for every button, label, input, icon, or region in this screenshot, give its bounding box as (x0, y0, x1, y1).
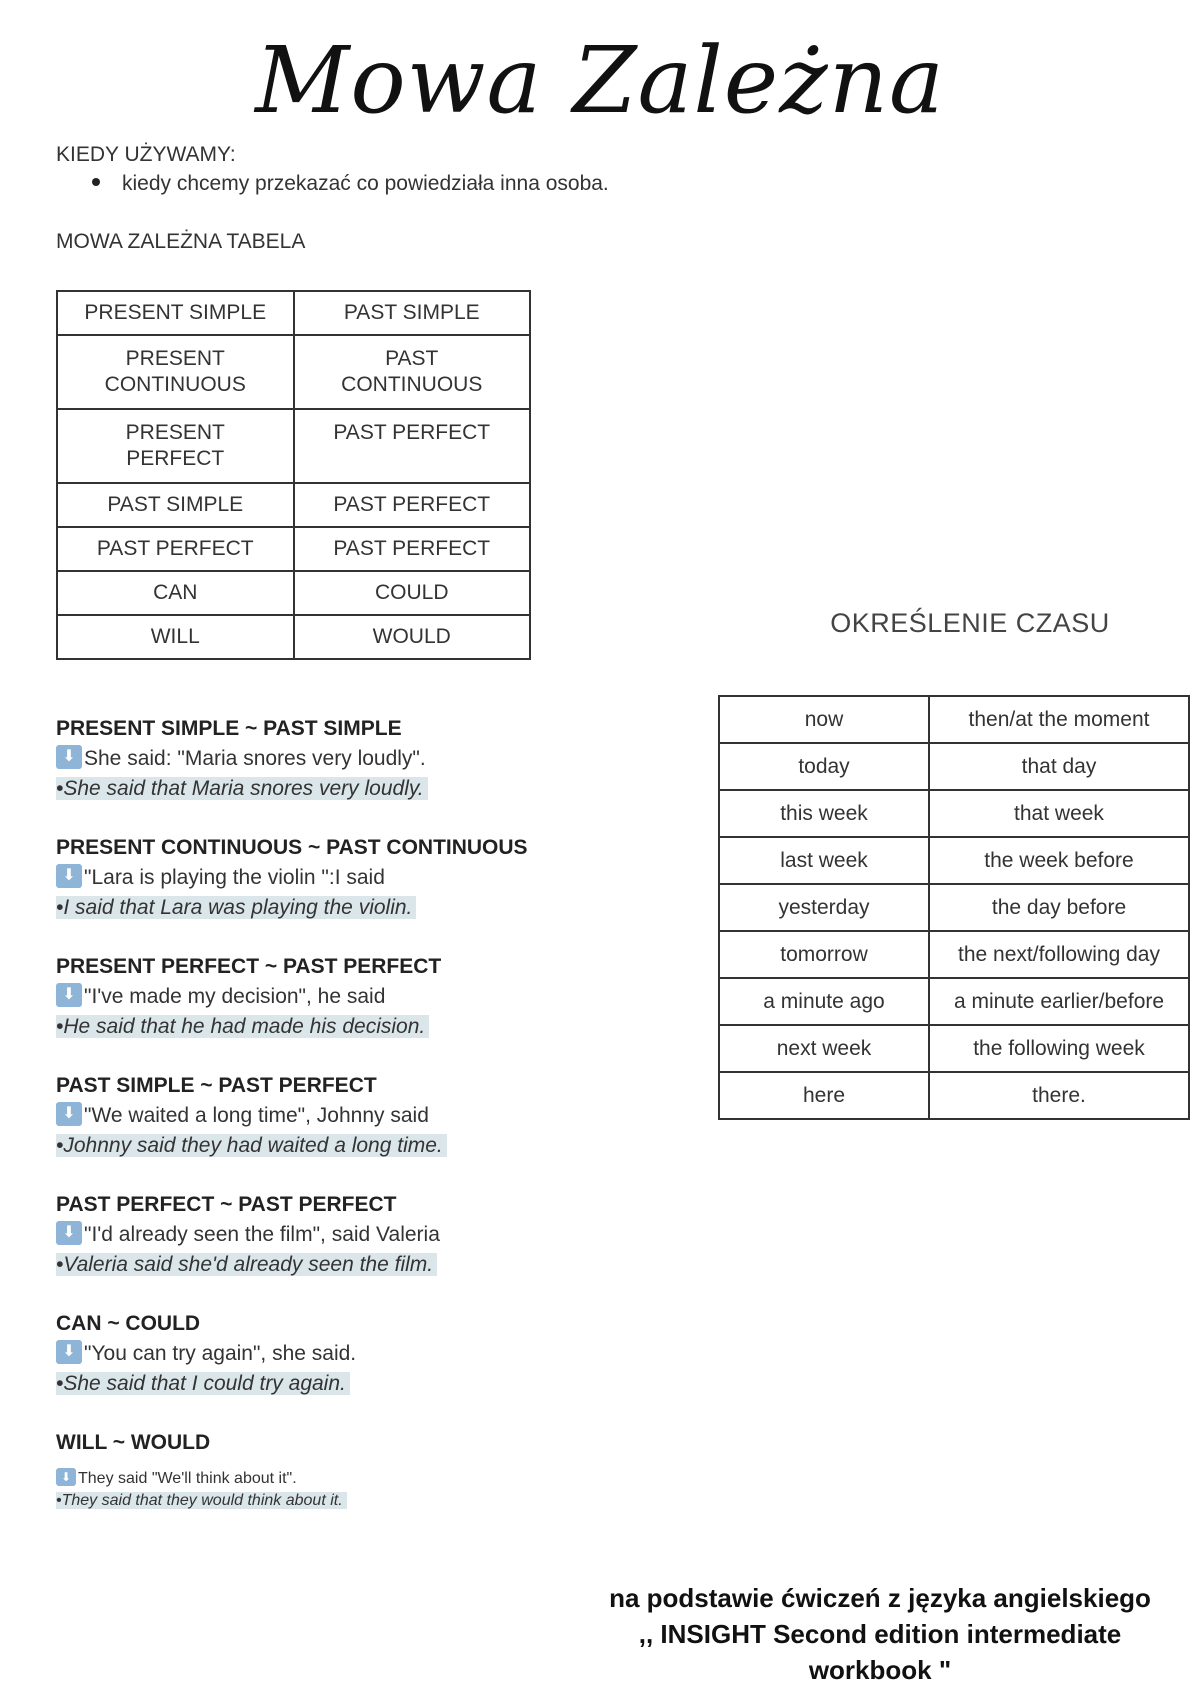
example-reported (56, 1250, 656, 1280)
table-row (719, 743, 1189, 790)
footer-line: ,, INSIGHT Second edition intermediate (638, 1619, 1122, 1649)
arrow-down-icon: ⬇ (56, 864, 82, 888)
footer-line: na podstawie ćwiczeń z języka angielskiego (609, 1583, 1151, 1613)
example-direct (56, 982, 656, 1012)
example-heading: PRESENT CONTINUOUS ~ PAST CONTINUOUS (56, 836, 528, 859)
example-heading: CAN ~ COULD (56, 1312, 201, 1335)
arrow-down-icon: ⬇ (56, 1468, 76, 1486)
example-block (56, 1071, 656, 1190)
when-heading: KIEDY UŻYWAMY: (56, 143, 236, 166)
page-title: Mowa Zależna (255, 27, 945, 134)
reported-text: •Johnny said they had waited a long time. (56, 1134, 447, 1157)
arrow-down-icon: ⬇ (56, 745, 82, 769)
example-heading: PRESENT PERFECT ~ PAST PERFECT (56, 955, 442, 978)
direct-text: She said: "Maria snores very loudly". (84, 747, 426, 770)
direct-text: "You can try again", she said. (84, 1342, 357, 1365)
reported-text: •I said that Lara was playing the violin. (56, 896, 416, 919)
table-cell: there. (929, 1072, 1189, 1119)
example-heading: PAST SIMPLE ~ PAST PERFECT (56, 1074, 377, 1097)
example-reported (56, 1012, 656, 1042)
example-direct (56, 863, 656, 893)
example-direct (56, 744, 656, 774)
example-reported (56, 774, 656, 804)
direct-text: "We waited a long time", Johnny said (84, 1104, 429, 1127)
table-cell: a minute ago (719, 978, 929, 1025)
table-row (57, 409, 530, 483)
table-cell: PRESENT SIMPLE (57, 291, 294, 335)
direct-text: "Lara is playing the violin ":I said (84, 866, 385, 889)
table-cell: then/at the moment (929, 696, 1189, 743)
example-block (56, 952, 656, 1071)
footer-line: workbook " (808, 1655, 952, 1685)
example-reported (56, 1490, 656, 1512)
reported-text: •Valeria said she'd already seen the film. (56, 1253, 437, 1276)
example-block (56, 1190, 656, 1309)
example-heading: WILL ~ WOULD (56, 1431, 211, 1454)
table-cell: now (719, 696, 929, 743)
table-row (719, 1025, 1189, 1072)
example-direct (56, 1468, 656, 1490)
table-row (719, 931, 1189, 978)
example-heading: PAST PERFECT ~ PAST PERFECT (56, 1193, 397, 1216)
example-reported (56, 893, 656, 923)
table-cell: the day before (929, 884, 1189, 931)
table-row (57, 527, 530, 571)
footer-note (580, 1580, 1180, 1688)
example-heading: PRESENT SIMPLE ~ PAST SIMPLE (56, 717, 402, 740)
tense-table (56, 290, 531, 660)
table-row (719, 978, 1189, 1025)
table-cell: PAST SIMPLE (294, 291, 531, 335)
table-cell: PAST CONTINUOUS (294, 335, 531, 409)
direct-text: "I'd already seen the film", said Valeria (84, 1223, 440, 1246)
reported-text: •She said that Maria snores very loudly. (56, 777, 428, 800)
table-row (719, 696, 1189, 743)
examples-list (56, 714, 656, 1547)
table-cell: that day (929, 743, 1189, 790)
table-cell: PRESENT CONTINUOUS (57, 335, 294, 409)
table-cell: PAST SIMPLE (57, 483, 294, 527)
time-table-heading: OKREŚLENIE CZASU (830, 608, 1110, 638)
example-reported (56, 1131, 656, 1161)
table-cell: this week (719, 790, 929, 837)
time-table (718, 695, 1190, 1120)
table-row (57, 291, 530, 335)
bullet-dot (92, 178, 100, 186)
example-block (56, 833, 656, 952)
example-block (56, 714, 656, 833)
tense-table-heading: MOWA ZALEŻNA TABELA (56, 230, 306, 253)
table-cell: WILL (57, 615, 294, 659)
table-row (719, 837, 1189, 884)
table-cell: yesterday (719, 884, 929, 931)
table-cell: next week (719, 1025, 929, 1072)
table-cell: WOULD (294, 615, 531, 659)
table-cell: CAN (57, 571, 294, 615)
example-direct (56, 1339, 656, 1369)
arrow-down-icon: ⬇ (56, 1340, 82, 1364)
table-cell: PAST PERFECT (57, 527, 294, 571)
reported-text: •He said that he had made his decision. (56, 1015, 429, 1038)
table-cell: the next/following day (929, 931, 1189, 978)
table-cell: the following week (929, 1025, 1189, 1072)
arrow-down-icon: ⬇ (56, 983, 82, 1007)
direct-text: They said "We'll think about it". (78, 1470, 297, 1487)
arrow-down-icon: ⬇ (56, 1221, 82, 1245)
table-cell: a minute earlier/before (929, 978, 1189, 1025)
table-row (57, 335, 530, 409)
table-cell: last week (719, 837, 929, 884)
table-row (57, 571, 530, 615)
table-cell: tomorrow (719, 931, 929, 978)
reported-text: •They said that they would think about it. (56, 1492, 347, 1509)
table-row (719, 884, 1189, 931)
example-reported (56, 1369, 656, 1399)
table-cell: COULD (294, 571, 531, 615)
table-cell: the week before (929, 837, 1189, 884)
example-block (56, 1428, 656, 1547)
table-cell: here (719, 1072, 929, 1119)
table-cell: PAST PERFECT (294, 409, 531, 483)
example-direct (56, 1220, 656, 1250)
direct-text: "I've made my decision", he said (84, 985, 386, 1008)
table-row (719, 790, 1189, 837)
reported-text: •She said that I could try again. (56, 1372, 350, 1395)
when-bullet-text: kiedy chcemy przekazać co powiedziała inna osoba. (122, 172, 609, 195)
table-row (719, 1072, 1189, 1119)
when-bullet (92, 172, 609, 196)
table-cell: PRESENT PERFECT (57, 409, 294, 483)
arrow-down-icon: ⬇ (56, 1102, 82, 1126)
example-direct (56, 1101, 656, 1131)
table-cell: PAST PERFECT (294, 527, 531, 571)
table-row (57, 483, 530, 527)
table-row (57, 615, 530, 659)
table-cell: today (719, 743, 929, 790)
table-cell: that week (929, 790, 1189, 837)
example-block (56, 1309, 656, 1428)
table-cell: PAST PERFECT (294, 483, 531, 527)
